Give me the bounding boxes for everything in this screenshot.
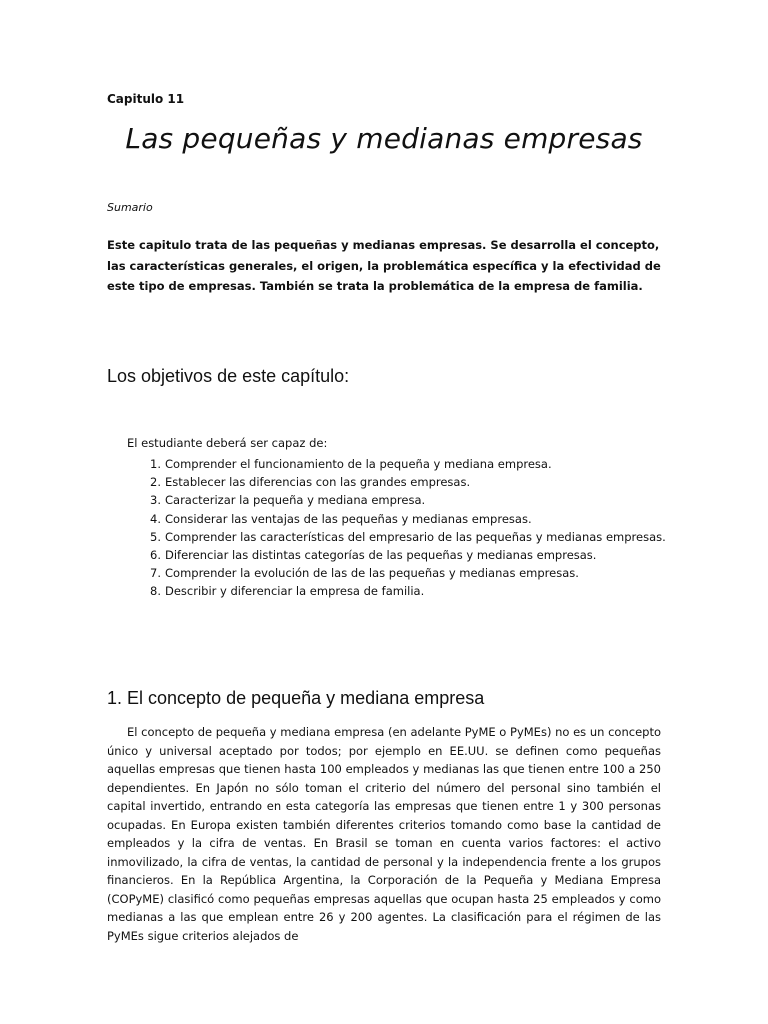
objectives-intro: El estudiante deberá ser capaz de: (127, 436, 328, 450)
section-heading: 1. El concepto de pequeña y mediana empresa (107, 688, 485, 708)
list-item-number: 6. (150, 548, 161, 563)
list-item-text: Comprender las características del empresario de las pequeñas y medianas empresas. (165, 529, 666, 544)
list-item-text: Diferenciar las distintas categorías de las pequeñas y medianas empresas. (165, 548, 597, 563)
list-item (150, 582, 666, 600)
list-item (150, 564, 666, 582)
summary-text: Este capitulo trata de las pequeñas y medianas empresas. Se desarrolla el concepto, las características generales, el origen, la problemática específica y la efectividad de este tipo de empresas. También se trata la problemática de la empresa de familia. (107, 238, 661, 293)
body-paragraph: El concepto de pequeña y mediana empresa (en adelante PyME o PyMEs) no es un concepto único y universal aceptado por todos; por ejemplo en EE.UU. se definen como pequeñas aquellas empresas que tienen hasta 100 empleados y medianas las que tienen entre 100 a 250 dependientes. En Japón no sólo toman el criterio del número del personal sino también el capital invertido, entrando en esta categoría las empresas que tienen entre 1 y 300 personas ocupadas. En Europa existen también diferentes criterios tomando como base la cantidad de empleados y la cifra de ventas. En Brasil se toman en cuenta varios factores: el activo inmovilizado, la cifra de ventas, la cantidad de personal y la independencia frente a los grupos financieros. En la República Argentina, la Corporación de la Pequeña y Mediana Empresa (COPyME) clasificó como pequeñas empresas aquellas que ocupan hasta 25 empleados y como medianas a las que emplean entre 26 y 200 agentes. La clasificación para el régimen de las PyMEs sigue criterios alejados de (107, 725, 661, 943)
list-item-number: 1. (150, 457, 161, 471)
list-item (150, 510, 666, 528)
list-item-number: 4. (150, 511, 161, 526)
list-item (150, 473, 666, 491)
list-item-number: 8. (150, 584, 161, 599)
list-item-text: Considerar las ventajas de las pequeñas y medianas empresas. (165, 511, 532, 526)
list-item-number: 3. (150, 493, 161, 508)
list-item (150, 455, 666, 473)
list-item-text: Comprender la evolución de las de las pequeñas y medianas empresas. (165, 566, 579, 581)
objectives-heading: Los objetivos de este capítulo: (107, 366, 350, 386)
list-item-text: Caracterizar la pequeña y mediana empresa. (165, 493, 426, 508)
list-item-text: Establecer las diferencias con las grandes empresas. (165, 475, 471, 490)
list-item-number: 5. (150, 529, 161, 544)
list-item-number: 2. (150, 475, 161, 490)
summary-label: Sumario (107, 201, 153, 214)
chapter-label: Capitulo 11 (107, 92, 185, 106)
objectives-list (150, 455, 666, 601)
list-item-number: 7. (150, 566, 161, 581)
list-item (150, 491, 666, 509)
list-item (150, 528, 666, 546)
list-item (150, 546, 666, 564)
list-item-text: Comprender el funcionamiento de la pequeña y mediana empresa. (165, 457, 552, 471)
page-title: Las pequeñas y medianas empresas (125, 122, 643, 155)
list-item-text: Describir y diferenciar la empresa de familia. (165, 584, 425, 599)
